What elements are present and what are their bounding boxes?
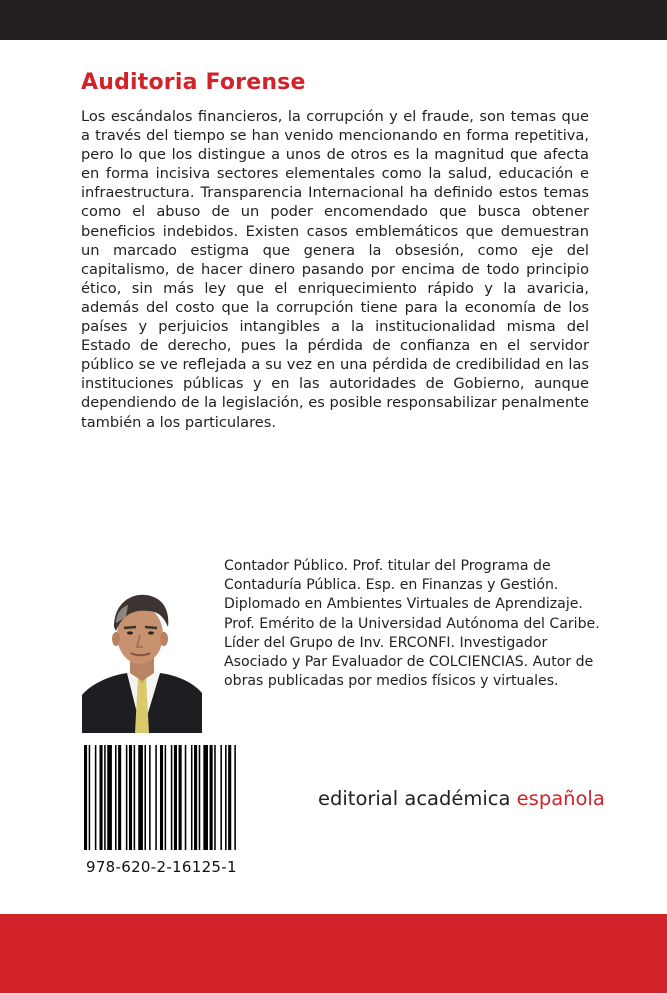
barcode xyxy=(82,745,282,850)
publisher-logo xyxy=(318,787,605,810)
isbn-number: 978-620-2-16125-1 xyxy=(86,858,237,876)
isbn-barcode-icon xyxy=(82,745,282,850)
publisher-name-accent: española xyxy=(516,787,605,810)
book-title: Auditoria Forense xyxy=(81,70,306,95)
author-photo xyxy=(82,583,202,733)
author-bio: Contador Público. Prof. titular del Programa de Contaduría Pública. Esp. en Finanzas y Gestión. Diplomado en Ambientes Virtuales de Aprendizaje. Prof. Emérito de la Universidad Autónoma del Caribe. Líder del Grupo de Inv. ERCONFI. Investigador Asociado y Par Evaluador de COLCIENCIAS. Autor de obras publicadas por medios físicos y virtuales. xyxy=(224,558,600,690)
bottom-bar xyxy=(0,914,667,993)
book-description: Los escándalos financieros, la corrupción y el fraude, son temas que a través del tiempo se han venido mencionando en forma repetitiva, pero lo que los distingue a unos de otros es la magnitud que afecta en forma incisiva sectores elementales como la salud, educación e infraestructura. Transparencia Internacional ha definido estos temas como el abuso de un poder encomendado que busca obtener beneficios indebidos. Existen casos emblemáticos que demuestran un marcado estigma que genera la obsesión, como eje del capitalismo, de hacer dinero pasando por encima de todo principio ético, sin más ley que el enriquecimiento rápido y la avaricia, además del costo que la corrupción tiene para la economía de los países y perjuicios intangibles a la institucionalidad misma del Estado de derecho, pues la pérdida de confianza en el servidor público se ve reflejada a su vez en una pérdida de credibilidad en las instituciones públicas y en las autoridades de Gobierno, aunque dependiendo de la legislación, es posible responsabilizar penalmente también a los particulares. xyxy=(81,108,589,431)
publisher-name: editorial académica xyxy=(318,787,517,810)
top-bar xyxy=(0,0,667,40)
author-portrait-icon xyxy=(82,583,202,733)
